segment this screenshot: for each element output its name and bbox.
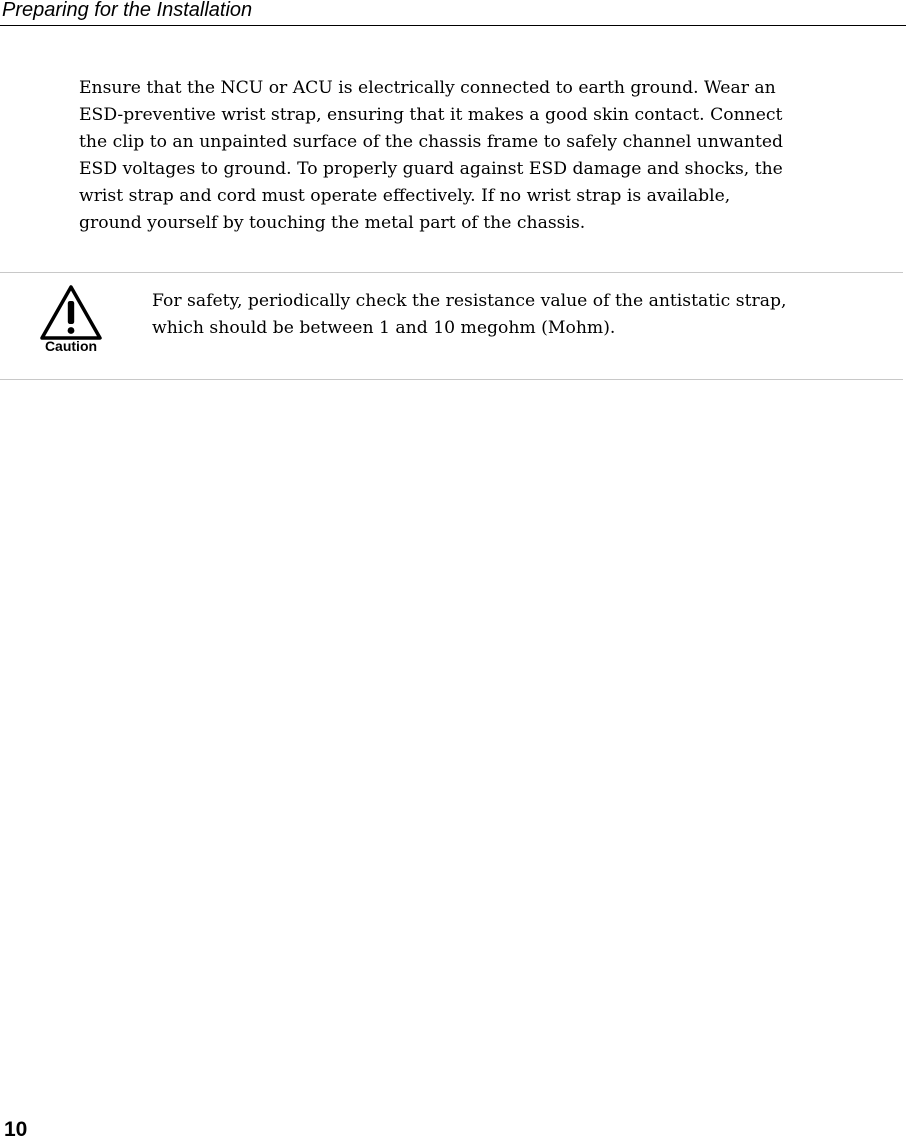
caution-top-divider — [0, 272, 903, 273]
running-header — [0, 0, 906, 26]
paragraph-line: ESD-preventive wrist strap, ensuring that it makes a good skin contact. Connect — [79, 105, 783, 125]
caution-text — [152, 288, 902, 342]
caution-bottom-divider — [0, 379, 903, 380]
paragraph-line: wrist strap and cord must operate effectively. If no wrist strap is available, — [79, 186, 731, 206]
paragraph-line: ground yourself by touching the metal part of the chassis. — [79, 213, 586, 233]
page-number: 10 — [4, 1118, 28, 1141]
body-paragraph — [79, 75, 901, 237]
paragraph-line: ESD voltages to ground. To properly guard against ESD damage and shocks, the — [79, 159, 783, 179]
caution-text-line: For safety, periodically check the resistance value of the antistatic strap, — [152, 291, 787, 311]
caution-text-line: which should be between 1 and 10 megohm (Mohm). — [152, 318, 616, 338]
caution-label: Caution — [44, 338, 98, 354]
running-header-title: Preparing for the Installation — [2, 0, 253, 21]
paragraph-line: the clip to an unpainted surface of the chassis frame to safely channel unwanted — [79, 132, 784, 152]
paragraph-line: Ensure that the NCU or ACU is electrically connected to earth ground. Wear an — [79, 78, 776, 98]
warning-triangle-icon — [39, 284, 103, 342]
